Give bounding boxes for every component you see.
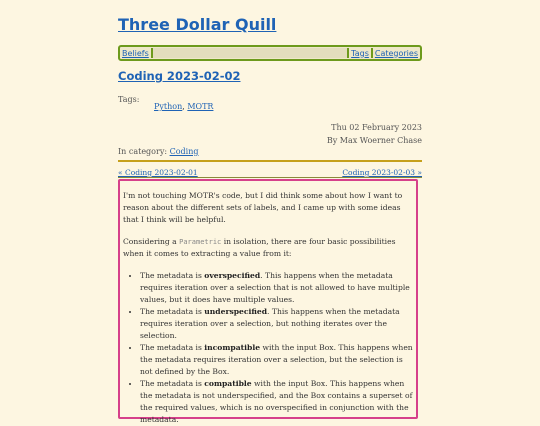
item-text: . This happens when the metadata requires iteration over a selection, but nothing iterates over the selection. — [140, 307, 400, 340]
nav-link-beliefs[interactable]: Beliefs — [122, 48, 149, 58]
tags-label: Tags: — [118, 95, 140, 104]
nav-bar — [118, 45, 422, 61]
item-text: The metadata is — [140, 379, 205, 388]
paragraph — [123, 236, 413, 260]
paragraph: I'm not touching MOTR's code, but I did think some about how I want to reason about the different sets of labels, and I came up with some ideas that I think will be helpful. — [123, 191, 403, 224]
list-item — [140, 342, 413, 378]
list-item — [140, 306, 413, 342]
nav-link-categories[interactable]: Categories — [374, 48, 418, 58]
site-title-link[interactable]: Three Dollar Quill — [118, 15, 277, 34]
post-title-link[interactable]: Coding 2023-02-02 — [118, 69, 241, 83]
divider — [118, 177, 422, 178]
item-text: with the input Box. This happens when the metadata requires iteration over a selection, but the selection is not defined by the Box. — [140, 343, 413, 376]
tag-link-python[interactable]: Python — [154, 102, 183, 111]
item-text: with the input Box. This happens when the metadata is not underspecified, and the Box contains a superset of the required values, which is no overspecified in conjunction with the metadata. — [140, 379, 413, 424]
tags-list: Python, MOTR — [154, 102, 214, 111]
paragraph-text: Considering a — [123, 237, 180, 246]
next-post-link[interactable]: Coding 2023-02-03 » — [342, 168, 422, 177]
post-content — [118, 179, 418, 424]
item-text: . This happens when the metadata requires iteration over a selection that is not allowed to have multiple values, but it does have multiple values. — [140, 271, 410, 304]
prev-post-link[interactable]: « Coding 2023-02-01 — [118, 168, 198, 177]
post-author: By Max Woerner Chase — [326, 136, 422, 145]
divider — [118, 160, 422, 162]
item-term: overspecified — [204, 271, 261, 280]
list-item — [140, 378, 413, 426]
nav-link-tags[interactable]: Tags — [351, 48, 369, 58]
nav-spacer — [153, 48, 347, 58]
item-text: The metadata is — [140, 271, 205, 280]
paragraph-text: in isolation, there are four basic possibilities when it comes to extracting a value from it: — [123, 237, 396, 258]
item-term: incompatible — [204, 343, 261, 352]
possibility-list — [123, 270, 413, 426]
inline-code: Parametric — [179, 238, 222, 246]
item-term: compatible — [204, 379, 252, 388]
category-link[interactable]: Coding — [169, 147, 199, 156]
item-term: underspecified — [204, 307, 268, 316]
post-date: Thu 02 February 2023 — [331, 123, 422, 132]
category-line — [118, 147, 198, 156]
item-text: The metadata is — [140, 307, 205, 316]
category-prefix: In category: — [118, 147, 170, 156]
list-item — [140, 270, 413, 306]
tag-link-motr[interactable]: MOTR — [187, 102, 214, 111]
item-text: The metadata is — [140, 343, 205, 352]
